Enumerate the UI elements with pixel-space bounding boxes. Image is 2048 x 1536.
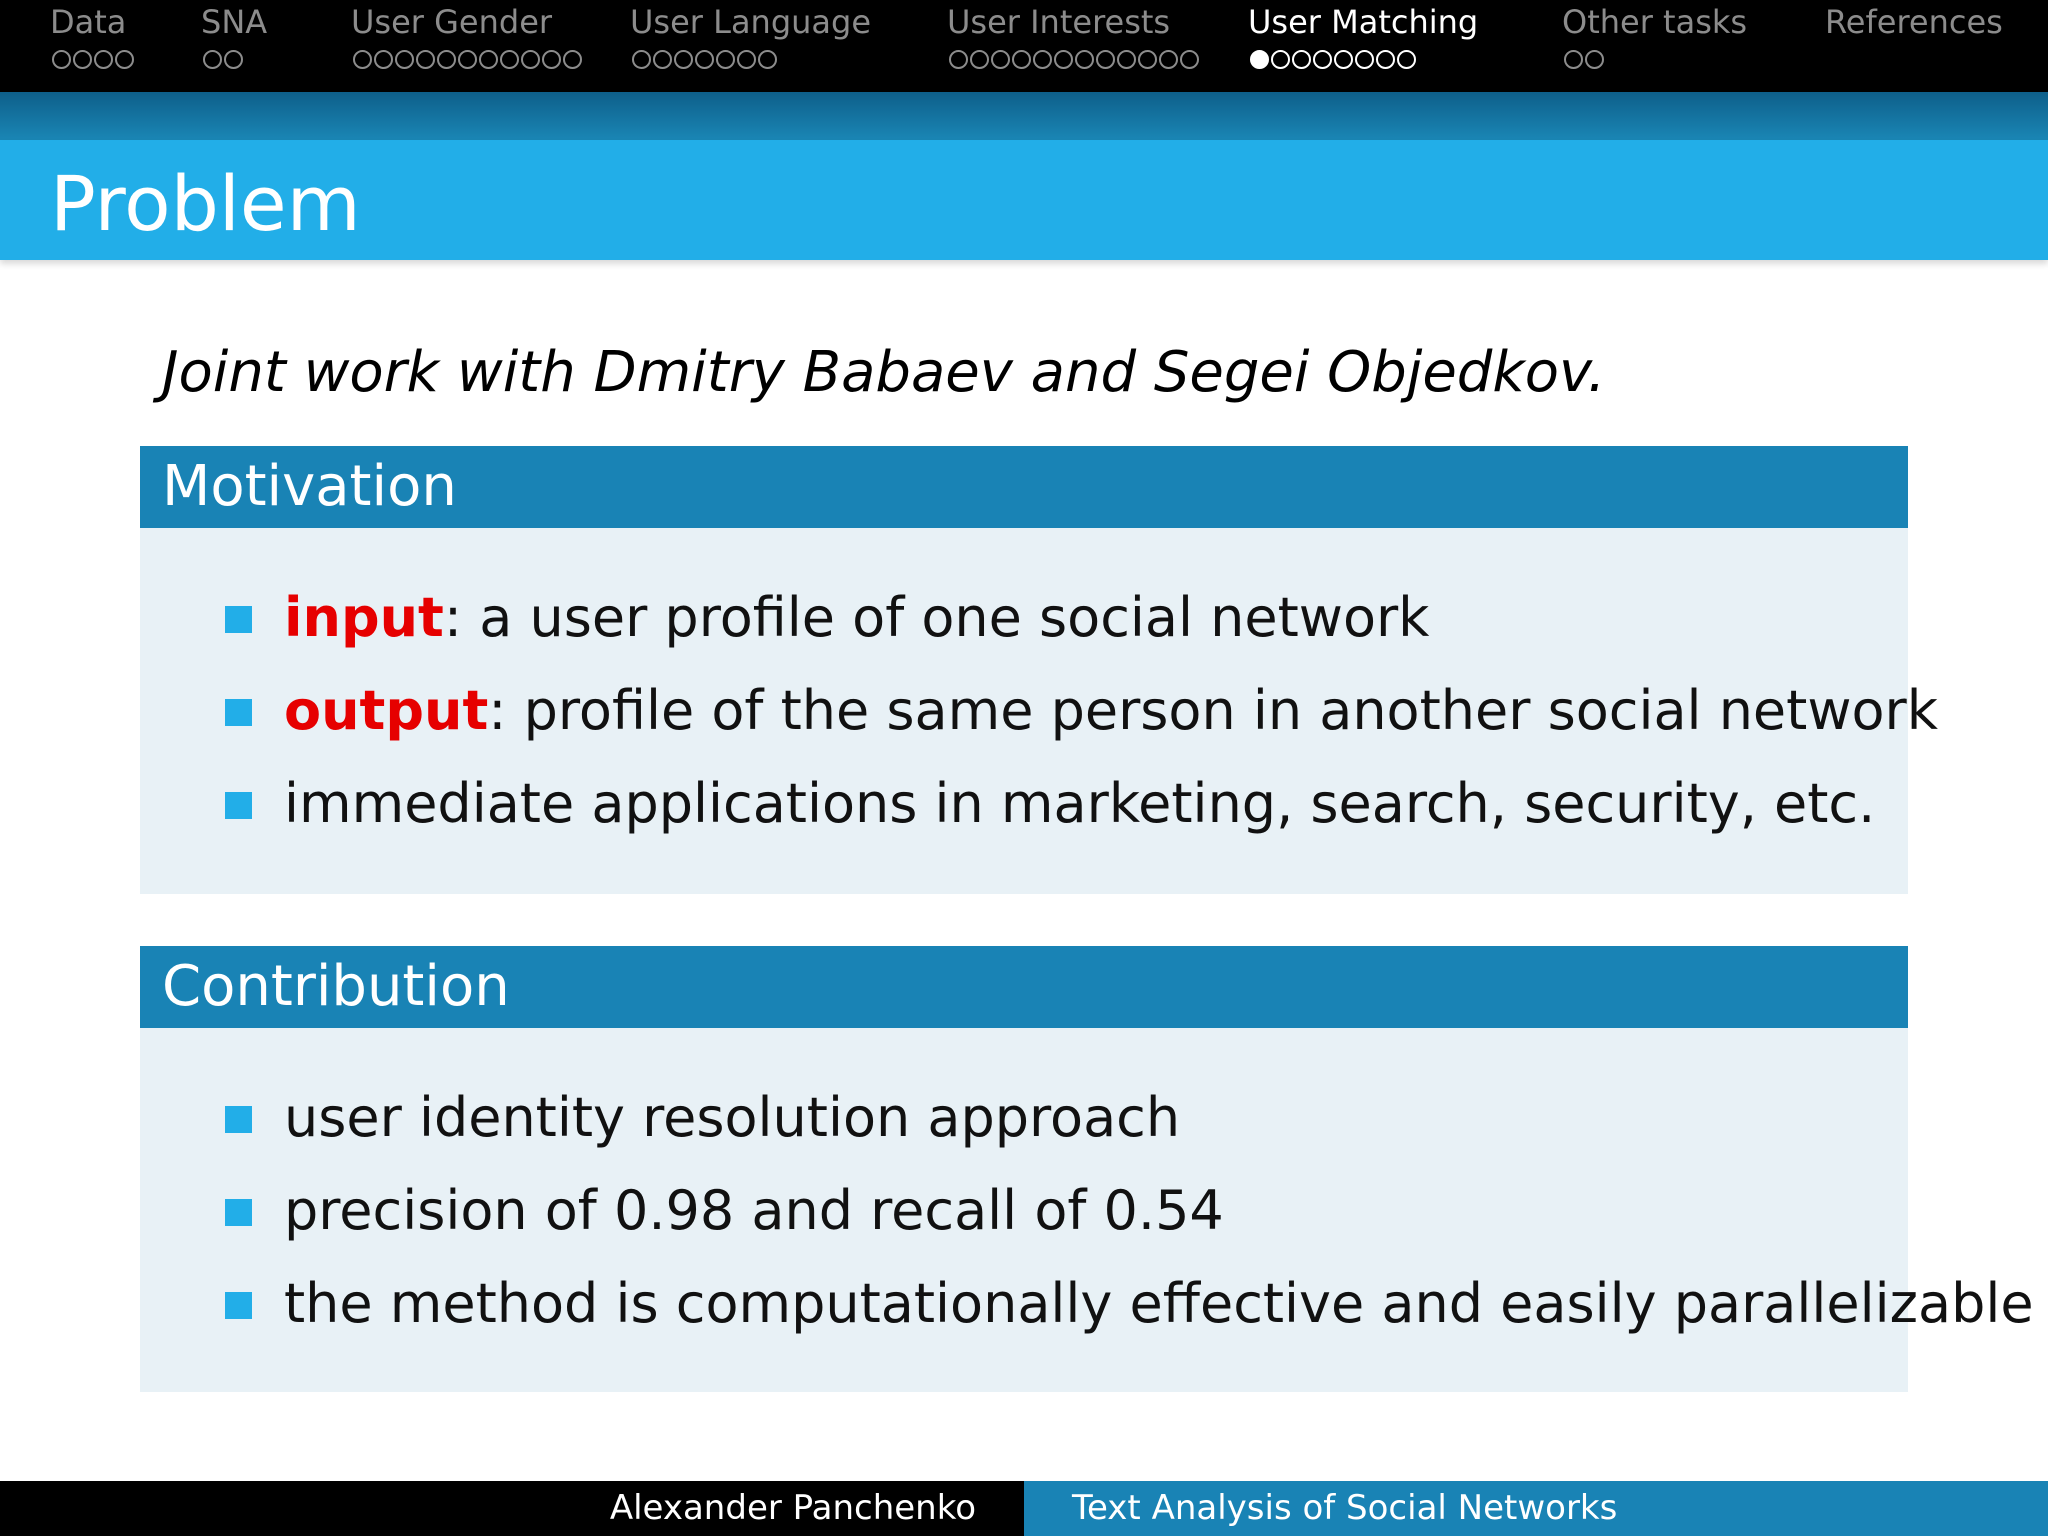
list-item xyxy=(140,768,1908,861)
block-heading: Motivation xyxy=(140,446,1908,528)
nav-section-title[interactable]: Data xyxy=(50,3,127,41)
current-slide-dot[interactable] xyxy=(1250,50,1269,69)
slide-dot[interactable] xyxy=(1117,50,1136,69)
section-navigation-bar xyxy=(0,0,2048,92)
header-band xyxy=(0,92,2048,140)
item-text: : a user profile of one social network xyxy=(443,586,1430,649)
footer-talk-title: Text Analysis of Social Networks xyxy=(1024,1481,2048,1536)
slide-dot[interactable] xyxy=(73,50,92,69)
nav-section-title[interactable]: User Matching xyxy=(1248,3,1479,41)
slide-dot[interactable] xyxy=(949,50,968,69)
nav-section-title[interactable]: Other tasks xyxy=(1562,3,1748,41)
slide-dot[interactable] xyxy=(695,50,714,69)
square-bullet-icon xyxy=(225,1199,252,1226)
slide-dot[interactable] xyxy=(674,50,693,69)
slide-dot[interactable] xyxy=(437,50,456,69)
slide-dot[interactable] xyxy=(1585,50,1604,69)
slide-dot[interactable] xyxy=(94,50,113,69)
keyword-label: input xyxy=(284,586,444,649)
block-body xyxy=(140,1028,2034,1392)
nav-slide-dots[interactable] xyxy=(353,50,584,72)
slide-dot[interactable] xyxy=(395,50,414,69)
item-text: : profile of the same person in another social network xyxy=(488,679,1939,742)
keyword-label: output xyxy=(284,679,489,742)
contribution-block xyxy=(140,946,2034,1392)
slide-dot[interactable] xyxy=(716,50,735,69)
slide-dot[interactable] xyxy=(1096,50,1115,69)
nav-slide-dots[interactable] xyxy=(1250,50,1418,72)
nav-slide-dots[interactable] xyxy=(203,50,245,72)
slide-dot[interactable] xyxy=(991,50,1010,69)
slide-dot[interactable] xyxy=(458,50,477,69)
slide-dot[interactable] xyxy=(479,50,498,69)
square-bullet-icon xyxy=(225,1106,252,1133)
slide-dot[interactable] xyxy=(737,50,756,69)
slide-dot[interactable] xyxy=(1138,50,1157,69)
frame-title: Problem xyxy=(50,159,361,248)
footer-author: Alexander Panchenko xyxy=(0,1481,1024,1536)
square-bullet-icon xyxy=(225,699,252,726)
list-item xyxy=(140,582,1908,675)
nav-slide-dots[interactable] xyxy=(52,50,136,72)
slide-dot[interactable] xyxy=(758,50,777,69)
slide-dot[interactable] xyxy=(1271,50,1290,69)
slide-dot[interactable] xyxy=(632,50,651,69)
slide-dot[interactable] xyxy=(1313,50,1332,69)
slide-dot[interactable] xyxy=(353,50,372,69)
slide-dot[interactable] xyxy=(1159,50,1178,69)
joint-work-note: Joint work with Dmitry Babaev and Segei Objedkov. xyxy=(162,340,1606,405)
nav-slide-dots[interactable] xyxy=(632,50,779,72)
motivation-block xyxy=(140,446,1939,894)
slide-dot[interactable] xyxy=(374,50,393,69)
slide-dot[interactable] xyxy=(1376,50,1395,69)
slide-dot[interactable] xyxy=(1355,50,1374,69)
slide-dot[interactable] xyxy=(115,50,134,69)
slide-dot[interactable] xyxy=(203,50,222,69)
slide-dot[interactable] xyxy=(1397,50,1416,69)
nav-slide-dots[interactable] xyxy=(949,50,1201,72)
slide-dot[interactable] xyxy=(1033,50,1052,69)
slide-dot[interactable] xyxy=(1075,50,1094,69)
nav-section-title[interactable]: References xyxy=(1825,3,2003,41)
slide-dot[interactable] xyxy=(653,50,672,69)
slide-dot[interactable] xyxy=(1012,50,1031,69)
square-bullet-icon xyxy=(225,792,252,819)
block-heading: Contribution xyxy=(140,946,1908,1028)
slide-dot[interactable] xyxy=(1292,50,1311,69)
nav-section-title[interactable]: User Gender xyxy=(351,3,553,41)
slide-dot[interactable] xyxy=(563,50,582,69)
nav-section-title[interactable]: User Interests xyxy=(947,3,1171,41)
item-text: precision of 0.98 and recall of 0.54 xyxy=(284,1179,1224,1242)
nav-section-title[interactable]: User Language xyxy=(630,3,872,41)
slide-dot[interactable] xyxy=(224,50,243,69)
square-bullet-icon xyxy=(225,606,252,633)
slide-dot[interactable] xyxy=(521,50,540,69)
item-text: user identity resolution approach xyxy=(284,1086,1181,1149)
slide-dot[interactable] xyxy=(1180,50,1199,69)
list-item xyxy=(140,675,1939,768)
block-body xyxy=(140,528,1939,894)
slide-dot[interactable] xyxy=(1564,50,1583,69)
footer-bar xyxy=(0,1481,2048,1536)
nav-section-title[interactable]: SNA xyxy=(201,3,268,41)
slide-dot[interactable] xyxy=(52,50,71,69)
list-item xyxy=(140,1175,1908,1268)
slide-dot[interactable] xyxy=(542,50,561,69)
slide-dot[interactable] xyxy=(1334,50,1353,69)
slide-dot[interactable] xyxy=(970,50,989,69)
nav-slide-dots[interactable] xyxy=(1564,50,1606,72)
slide-dot[interactable] xyxy=(416,50,435,69)
slide-dot[interactable] xyxy=(1054,50,1073,69)
list-item xyxy=(140,1268,2034,1361)
frame-title-bar xyxy=(0,140,2048,260)
item-text: immediate applications in marketing, search, security, etc. xyxy=(284,772,1876,835)
slide-dot[interactable] xyxy=(500,50,519,69)
list-item xyxy=(140,1082,1908,1175)
item-text: the method is computationally effective and easily parallelizable xyxy=(284,1272,2034,1335)
square-bullet-icon xyxy=(225,1292,252,1319)
